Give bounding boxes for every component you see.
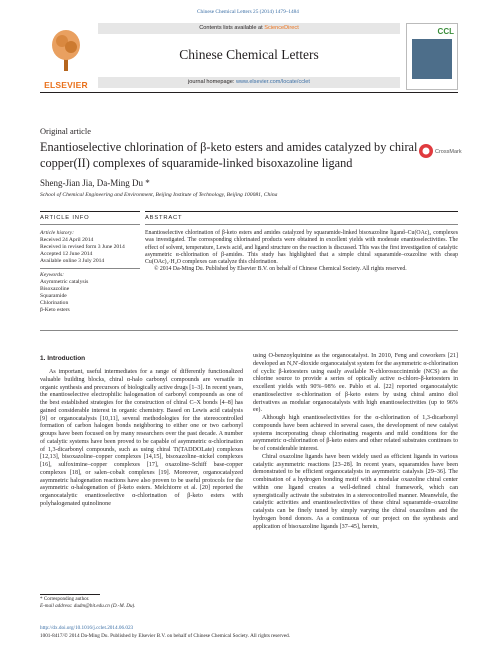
contents-prefix: Contents lists available at bbox=[199, 25, 265, 31]
journal-title: Chinese Chemical Letters bbox=[179, 47, 319, 62]
article-info-rule bbox=[40, 211, 140, 212]
cover-image bbox=[412, 39, 452, 79]
keywords bbox=[40, 272, 140, 315]
article-history bbox=[40, 230, 140, 265]
abstract-copyright: © 2014 Da-Ming Du. Published by Elsevier B.V. on behalf of Chinese Chemical Society. All rights reserved. bbox=[154, 266, 407, 273]
crossmark-badge[interactable] bbox=[418, 142, 462, 162]
crossmark-label: CrossMark bbox=[435, 149, 462, 155]
sciencedirect-link[interactable]: ScienceDirect bbox=[264, 25, 299, 31]
paragraph: Although high enantioselectivities for the α-chlorination of 1,3-dicarbonyl compounds have been achieved in several cases, the development of new catalyst systems incorporating cheap chlorinating reagents and mild conditions for the asymmetric α-chlorination of β-keto esters and other related substrates continues to be of considerable interest. bbox=[253, 415, 458, 452]
section-type: Original article bbox=[40, 127, 91, 136]
issn-line: 1001-8417/© 2014 Da-Ming Du. Published by Elsevier B.V. on behalf of Chinese Chemical Society. All rights reserved. bbox=[40, 633, 291, 639]
affiliation: School of Chemical Engineering and Environment, Beijing Institute of Technology, Beijing 100081, China bbox=[40, 192, 278, 198]
history-item: Available online 3 July 2014 bbox=[40, 258, 105, 265]
publisher-wordmark: ELSEVIER bbox=[44, 80, 88, 90]
paragraph: Chiral oxazoline ligands have been widely used as efficient ligands in various catalytic asymmetric reactions [23–28]. In recent years, squaramides have been demonstrated to be efficient organocatalysts in asymmetric catalysis [29–36]. The combination of a hydrogen bonding motif with a modular oxazoline chiral center within one ligand creates a well-defined chiral framework, which can synergistically activate the substrates in a stereocontrolled manner. Meanwhile, the catalytic activities and enantioselectivities of these chiral squaramide–oxazoline catalysts can be finely tuned by simply varying the chiral oxazolines and the hydrogen bond donors. As a continuous of our project on the synthesis and application of bisoxazoline ligands [37–45], herein, bbox=[253, 453, 458, 530]
right-column bbox=[253, 353, 458, 531]
abstract-bottom-rule bbox=[40, 330, 458, 331]
authors: Sheng-Jian Jia, Da-Ming Du * bbox=[40, 178, 150, 188]
keywords-label: Keywords: bbox=[40, 272, 65, 278]
journal-header bbox=[40, 23, 458, 90]
article-info-subrule bbox=[40, 224, 140, 225]
abstract-heading: ABSTRACT bbox=[145, 215, 183, 221]
homepage-prefix: journal homepage: bbox=[188, 79, 236, 85]
paragraph: using O-benzoylquinine as the organocatalyst. In 2010, Feng and coworkers [21] developed an N,N′-dioxide organocatalyst system for the asymmetric α-chlorination of cyclic β-ketoesters using easily available N-chlorosuccinimide (NCS) as the chlorine source to provide a series of optically active α-chloro-β-ketoesters in excellent yields with 90%–98% ee. Pablo et al. [22] reported organocatalytic enantioselective α-chlorination of β-keto esters by using chiral amino diol derivatives as modular organocatalysts with high enantioselectivities (up to 96% ee). bbox=[253, 353, 458, 414]
homepage-bar bbox=[98, 77, 400, 88]
keyword: Bisoxazoline bbox=[40, 286, 70, 293]
email-address: E-mail address: dudm@bit.edu.cn (D.-M. Du). bbox=[40, 602, 136, 609]
abstract-text: Enantioselective chlorination of β-keto esters and amides catalyzed by squaramide-linked bisoxazoline ligand–Cu(OAc)₂ complexes was investigated. The corresponding chlorinated products were obtained in excellent yields with moderate enantioselectivities. The effect of solvent, temperature, Lewis acid, and ligand structure on the reaction is discussed. This was the first investigation of catalytic asymmetric α-chlorination of β-amides. This study has highlighted that a simple chiral squaramide–oxazoline with cheap Cu(OAc)₂·H₂O complexes can catalyze this chlorination. bbox=[145, 230, 458, 266]
keyword: Asymmetric catalysis bbox=[40, 279, 89, 286]
history-label: Article history: bbox=[40, 230, 75, 236]
journal-citation: Chinese Chemical Letters 25 (2014) 1479–1484 bbox=[197, 9, 299, 15]
journal-masthead bbox=[98, 23, 400, 90]
article-info-heading: ARTICLE INFO bbox=[40, 215, 90, 221]
history-item: Received in revised form 3 June 2014 bbox=[40, 244, 125, 251]
footnote bbox=[40, 596, 135, 610]
abstract-body bbox=[145, 230, 458, 274]
article-title: Enantioselective chlorination of β-keto esters and amides catalyzed by chiral copper(II) complexes of squaramide-linked bisoxazoline ligand bbox=[40, 140, 418, 170]
elsevier-tree-icon bbox=[50, 27, 82, 73]
homepage-link[interactable]: www.elsevier.com/locate/cclet bbox=[235, 79, 310, 85]
crossmark-icon bbox=[418, 142, 462, 162]
footnote-rule bbox=[40, 594, 100, 595]
abstract-rule bbox=[145, 211, 458, 212]
journal-cover bbox=[406, 23, 458, 90]
keyword: β-Keto esters bbox=[40, 307, 70, 314]
doi-link[interactable]: http://dx.doi.org/10.1016/j.cclet.2014.06.023 bbox=[40, 625, 134, 631]
section-heading-introduction: 1. Introduction bbox=[40, 355, 86, 362]
header-rule bbox=[40, 92, 458, 93]
corresponding-author: * Corresponding author. bbox=[40, 596, 90, 602]
keyword: Squaramide bbox=[40, 293, 67, 300]
left-column bbox=[40, 369, 243, 509]
keywords-rule bbox=[40, 268, 140, 269]
keyword: Chlorination bbox=[40, 300, 69, 307]
contents-bar bbox=[98, 23, 400, 34]
history-item: Accepted 12 June 2014 bbox=[40, 251, 93, 258]
paragraph: As important, useful intermediates for a range of differently functionalized valuable building blocks, chiral α-halo carbonyl compounds are versatile in organic synthesis and precursors of biologically active drugs [1–3]. In recent years, the enantioselective electrophilic halogenation of carbonyl compounds as one of the best established strategies for the construction of chiral C–X bonds [4–8] has gained considerable interest in organic chemistry. Based on Lewis acid catalysis [9] or organocatalysis [10,11], several methodologies for the stereocontrolled formation of carbon halogen bonds neighboring to either one or two carbonyl groups have been focused on by many researchers over the past decade. A number of catalytic systems have been proved to be capable of asymmetric α-chlorination of 1,3-dicarbonyl compounds, such as using chiral Ti(TADDOLate) complexes [12,13], bisoxazoline–copper complexes [14,15], bisoxazoline–nickel complexes [16], sulfoximine–copper complexes [17], oxazoline–Schiff base-copper complexes [18], or salen–cobalt complexes [19]. Moreover, organocatalyzed asymmetric halogenation reactions have also proven to be useful protocols for the asymmetric α-halogenation of β-keto esters. Melchiorre et al. [20] reported the organocatalytic enantioselective α-chlorination of β-keto esters with polyhalogenated quinolinone bbox=[40, 369, 243, 507]
abstract-subrule bbox=[145, 224, 458, 225]
history-item: Received 24 April 2014 bbox=[40, 237, 94, 244]
publisher-logo bbox=[40, 23, 92, 90]
cover-label: CCL bbox=[437, 27, 454, 36]
